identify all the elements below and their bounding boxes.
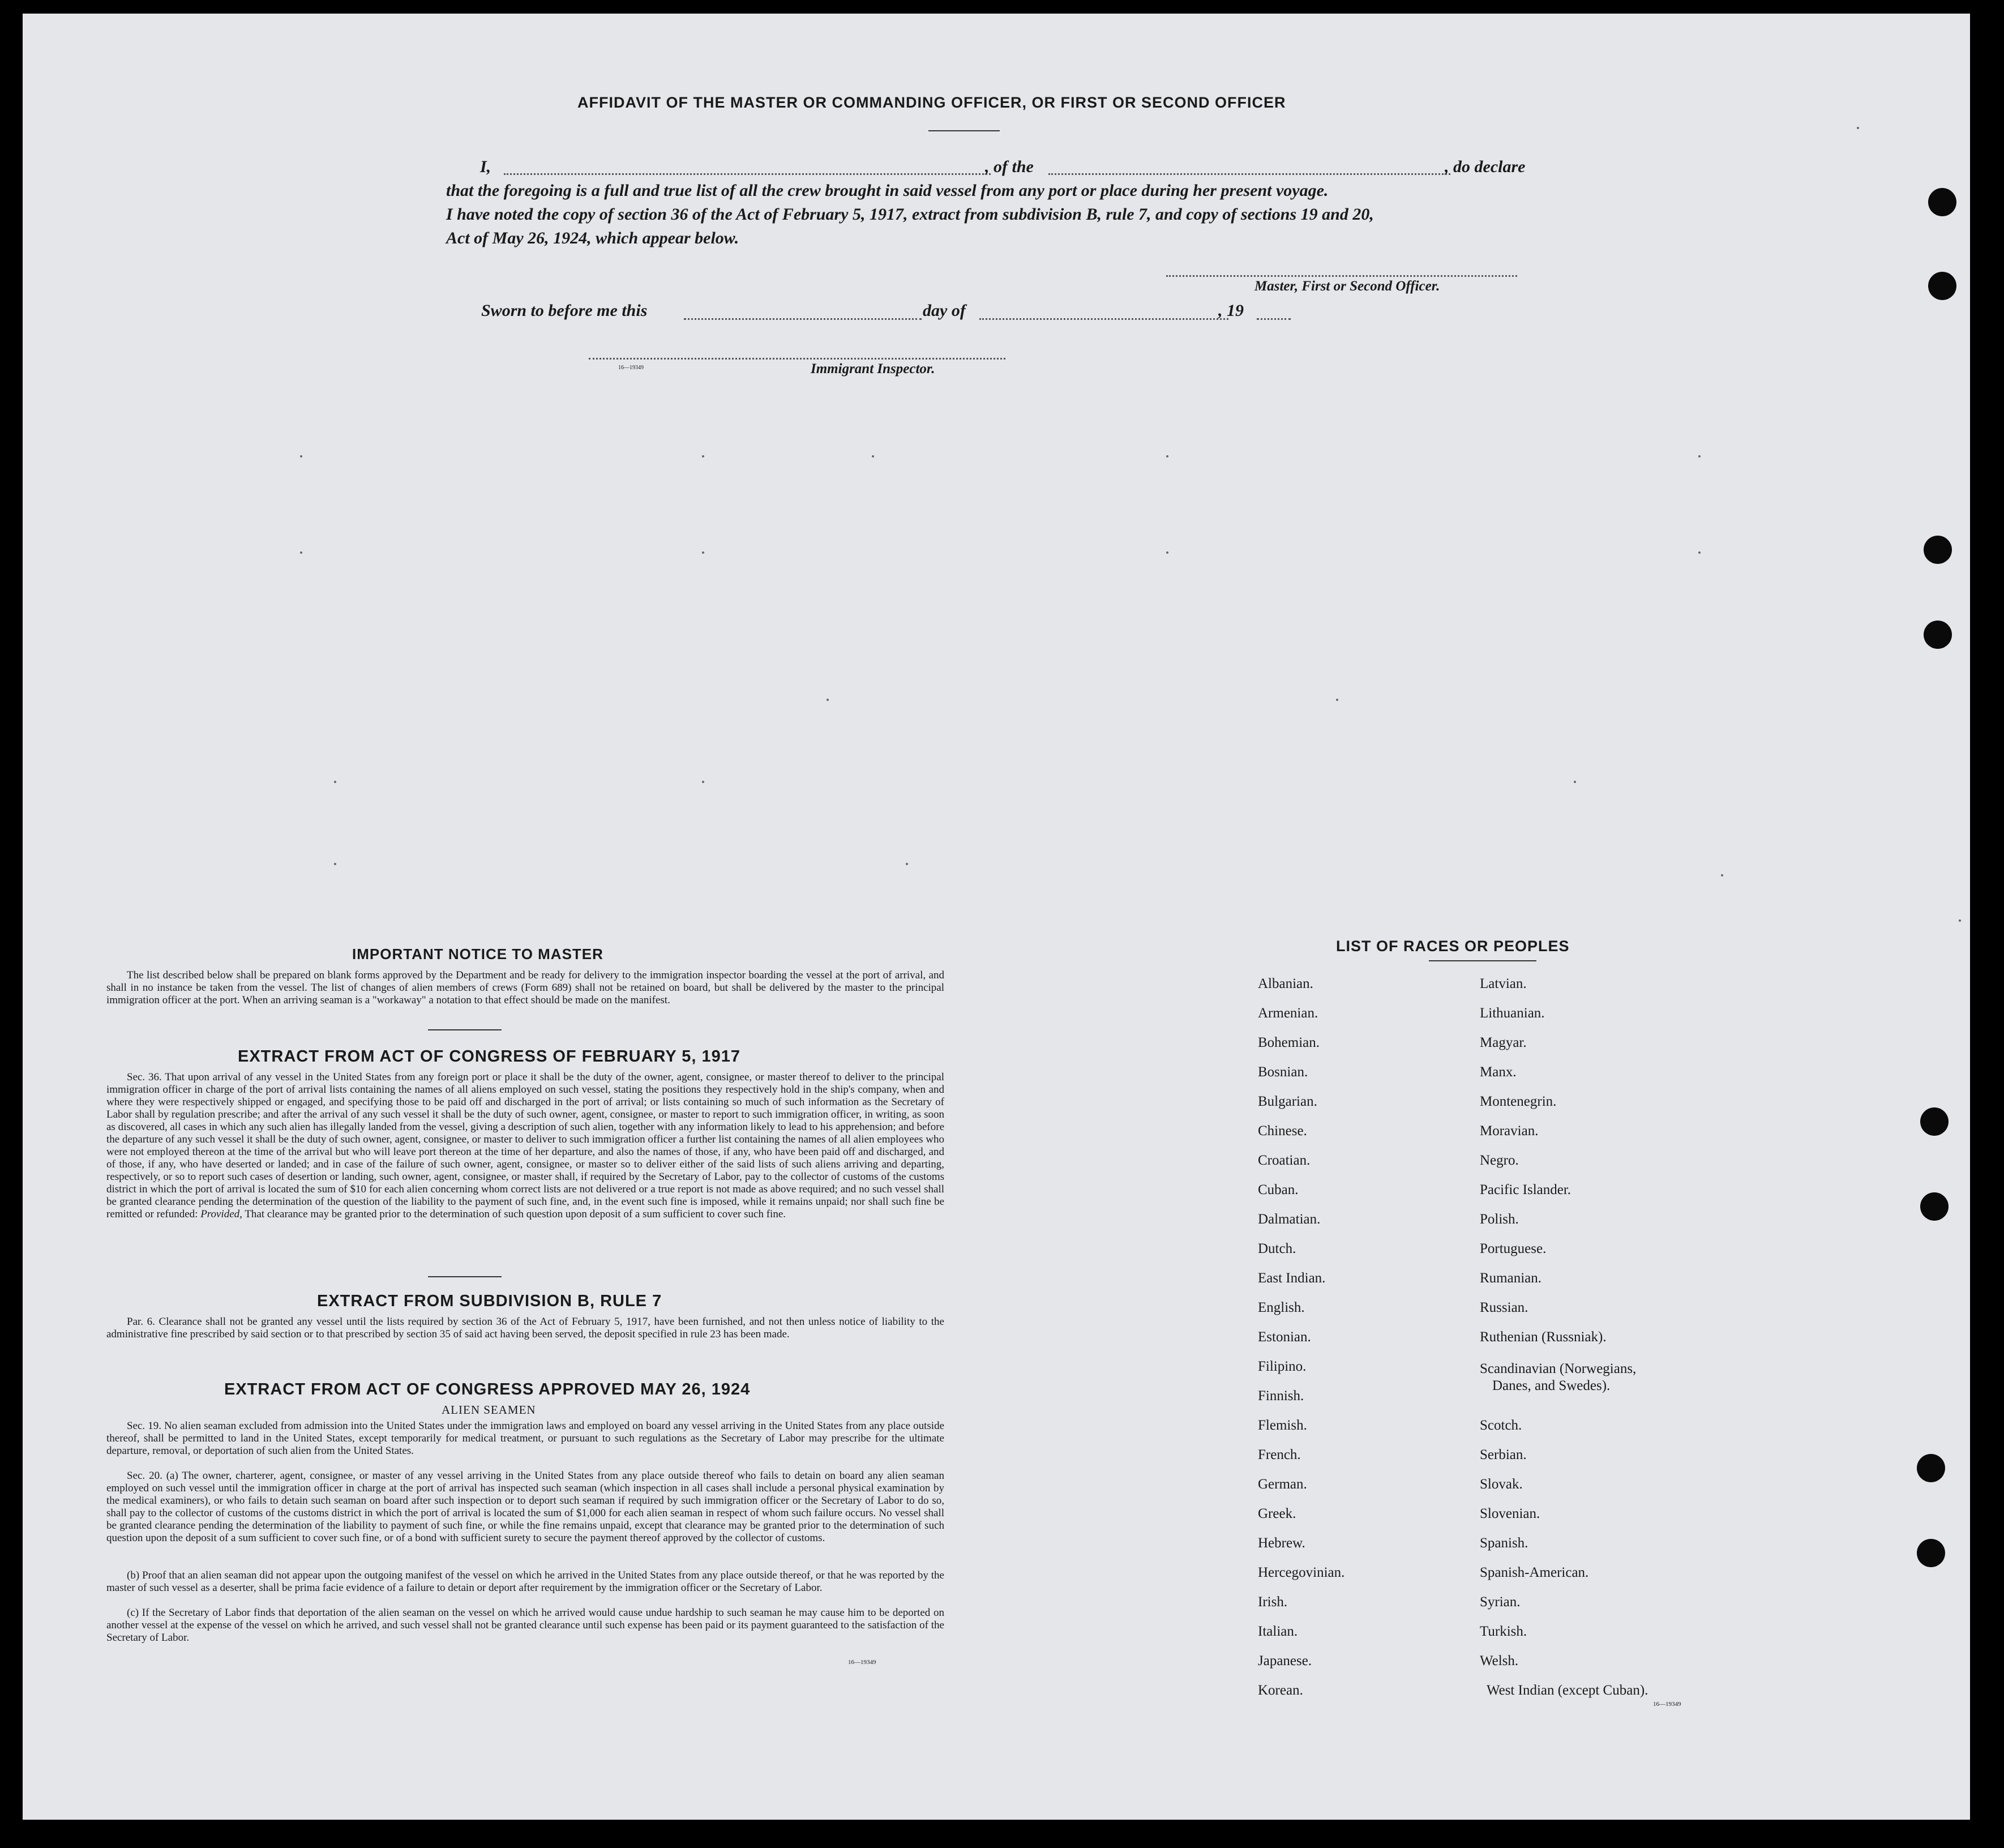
year-blank	[1257, 318, 1291, 320]
affidavit-of-the-label: , of the	[985, 157, 1034, 176]
race-item: Italian.	[1258, 1624, 1298, 1639]
year-label: , 19	[1218, 301, 1244, 320]
race-item: East Indian.	[1258, 1270, 1326, 1286]
race-item: Greek.	[1258, 1506, 1296, 1521]
race-item: Latvian.	[1480, 976, 1527, 991]
master-signature-line	[1166, 275, 1517, 277]
dust-speck	[1959, 919, 1961, 922]
race-item: Serbian.	[1480, 1447, 1527, 1462]
race-item: Portuguese.	[1480, 1241, 1547, 1256]
race-item: Turkish.	[1480, 1624, 1527, 1639]
dust-speck	[300, 551, 302, 554]
race-item: German.	[1258, 1477, 1307, 1492]
dust-speck	[334, 781, 336, 783]
race-item: Bohemian.	[1258, 1035, 1320, 1050]
race-item: Flemish.	[1258, 1418, 1307, 1433]
affidavit-title: AFFIDAVIT OF THE MASTER OR COMMANDING OFFICER, OR FIRST OR SECOND OFFICER	[577, 94, 1286, 111]
dust-speck	[702, 551, 704, 554]
vessel-blank	[1048, 173, 1450, 175]
dust-speck	[906, 863, 908, 865]
notice-body: The list described below shall be prepared on blank forms approved by the Department and be ready for delivery to the immigration inspector boarding the vessel at the port of arrival, and shall in no instance be taken from the vessel. The list of changes of alien members of crews (Form 689) shall not be retained on board, but shall be delivered by the master to the principal immigration officer at the port. When an arriving seaman is a "workaway" a notation to that effect should be made on the manifest.	[106, 969, 944, 1006]
race-item: Slovenian.	[1480, 1506, 1540, 1521]
race-item: Cuban.	[1258, 1182, 1299, 1197]
race-item: Negro.	[1480, 1153, 1519, 1168]
dust-speck	[702, 781, 704, 783]
extract3-sec20c: (c) If the Secretary of Labor finds that deportation of the alien seaman on the vessel on which he arrived would cause undue hardship to such seaman he may cause him to be deported on another vessel at the expense of the vessel on which he arrived, and such vessel shall not be granted clearance until such expense has been paid or its payment guaranteed to the satisfaction of the Secretary of Labor.	[106, 1607, 944, 1644]
race-item: Magyar.	[1480, 1035, 1527, 1050]
extract3-sec20b: (b) Proof that an alien seaman did not appear upon the outgoing manifest of the vessel on which he arrived in the United States from any place outside thereof, or that he was reported by the master of such vessel as a deserter, shall be prima facie evidence of a failure to detain or deport after requirement by the immigration officer or the Secretary of Labor.	[106, 1569, 944, 1594]
race-item: Ruthenian (Russniak).	[1480, 1329, 1607, 1345]
race-item: Manx.	[1480, 1064, 1517, 1080]
master-signature-label: Master, First or Second Officer.	[1254, 279, 1440, 294]
race-item: Korean.	[1258, 1683, 1303, 1698]
punch-hole	[1928, 272, 1956, 300]
race-item: Slovak.	[1480, 1477, 1523, 1492]
extract3-sec19: Sec. 19. No alien seaman excluded from admission into the United States under the immigration laws and employed on board any vessel arriving in the United States from any place outside thereof, shall be permitted to land in the United States, except temporarily for medical treatment, or pursuant to such regulations as the Secretary of Labor may prescribe for the ultimate departure, removal, or deportation of such alien from the United States.	[106, 1420, 944, 1457]
dust-speck	[1166, 551, 1168, 554]
race-item: Russian.	[1480, 1300, 1528, 1315]
race-item: Montenegrin.	[1480, 1094, 1557, 1109]
race-item: Syrian.	[1480, 1594, 1521, 1610]
dust-speck	[1336, 699, 1338, 701]
notice-divider	[428, 1029, 502, 1030]
affidavit-line-2: that the foregoing is a full and true list of all the crew brought in said vessel from any port or place during her present voyage.	[446, 181, 1329, 200]
affidavit-line-3: I have noted the copy of section 36 of the Act of February 5, 1917, extract from subdivision B, rule 7, and copy of sections 19 and 20,	[446, 205, 1374, 224]
races-title: LIST OF RACES OR PEOPLES	[1336, 938, 1570, 955]
races-form-number: 16—19349	[1653, 1701, 1681, 1708]
extract1-divider	[428, 1276, 502, 1277]
races-title-rule	[1429, 960, 1536, 961]
dust-speck	[1721, 874, 1723, 876]
dust-speck	[1698, 551, 1701, 554]
extract1-body-block	[106, 1071, 944, 1221]
inspector-signature-line	[589, 358, 1005, 360]
race-item: Croatian.	[1258, 1153, 1311, 1168]
race-item: Lithuanian.	[1480, 1006, 1545, 1021]
dust-speck	[334, 863, 336, 865]
race-item: Bulgarian.	[1258, 1094, 1317, 1109]
sworn-label: Sworn to before me this	[481, 301, 648, 320]
race-item: Spanish-American.	[1480, 1565, 1589, 1580]
affidavit-do-declare-label: , do declare	[1445, 157, 1526, 176]
race-item: Hercegovinian.	[1258, 1565, 1345, 1580]
race-item: Finnish.	[1258, 1388, 1304, 1404]
race-item: Albanian.	[1258, 976, 1313, 991]
race-item: Welsh.	[1480, 1653, 1519, 1669]
race-item: Irish.	[1258, 1594, 1288, 1610]
race-item: Japanese.	[1258, 1653, 1312, 1669]
affidavit-line-4: Act of May 26, 1924, which appear below.	[446, 229, 739, 247]
affidavit-i-label: I,	[480, 157, 491, 176]
extract1-provided: Provided,	[200, 1208, 242, 1220]
punch-hole	[1920, 1192, 1949, 1221]
name-blank	[504, 173, 991, 175]
extract1-title: EXTRACT FROM ACT OF CONGRESS OF FEBRUARY 5, 1917	[238, 1047, 741, 1066]
notice-title: IMPORTANT NOTICE TO MASTER	[352, 946, 603, 962]
race-item: Bosnian.	[1258, 1064, 1308, 1080]
race-item: Estonian.	[1258, 1329, 1311, 1345]
day-of-label: day of	[923, 301, 966, 320]
dust-speck	[1166, 455, 1168, 457]
dust-speck	[872, 455, 874, 457]
race-item: French.	[1258, 1447, 1301, 1462]
race-item: Rumanian.	[1480, 1270, 1542, 1286]
dust-speck	[1857, 127, 1859, 129]
extract3-sec20a: Sec. 20. (a) The owner, charterer, agent, consignee, or master of any vessel arriving in the United States from any place outside thereof who fails to detain on board any alien seaman employed on such vessel until the immigration officer in charge at the port of arrival has inspected such seaman (which inspection in all cases shall include a personal physical examination by the medical examiners), or who fails to detain such seaman on board after such inspection or to deport such seaman if required by such immigration officer or the Secretary of Labor to do so, shall pay to the collector of customs of the customs district in which the port of arrival is located the sum of $1,000 for each alien seaman in respect of whom such failure occurs. No vessel shall be granted clearance pending the determination of the liability to payment of such fine, or while the fine remains unpaid, except that clearance may be granted prior to the determination of such question upon the deposit of a sum sufficient to cover such fine, or of a bond with sufficient surety to secure the payment thereof approved by the collector of customs.	[106, 1470, 944, 1544]
race-item: Dalmatian.	[1258, 1212, 1321, 1227]
sworn-day-blank	[684, 318, 922, 320]
sworn-month-blank	[979, 318, 1228, 320]
race-item: Dutch.	[1258, 1241, 1296, 1256]
race-item: English.	[1258, 1300, 1305, 1315]
race-item: Chinese.	[1258, 1123, 1307, 1139]
race-item: Moravian.	[1480, 1123, 1539, 1139]
inspector-label: Immigrant Inspector.	[811, 361, 935, 377]
race-item: Filipino.	[1258, 1359, 1307, 1374]
race-item: Polish.	[1480, 1212, 1519, 1227]
race-item: Armenian.	[1258, 1006, 1318, 1021]
punch-hole	[1917, 1539, 1945, 1567]
race-item: Hebrew.	[1258, 1535, 1305, 1551]
extract2-body: Par. 6. Clearance shall not be granted any vessel until the lists required by section 36 of the Act of February 5, 1917, have been furnished, and not then unless notice of liability to the administrative fine prescribed by said section or to that prescribed by section 35 of said act having been served, the deposit specified in rule 23 has been made.	[106, 1316, 944, 1340]
dust-speck	[827, 699, 829, 701]
extract2-title: EXTRACT FROM SUBDIVISION B, RULE 7	[317, 1292, 662, 1310]
punch-hole	[1928, 188, 1956, 216]
punch-hole	[1920, 1107, 1949, 1136]
affidavit-title-rule	[928, 130, 1000, 131]
document-page	[23, 14, 1970, 1820]
dust-speck	[1698, 455, 1701, 457]
race-item: Scandinavian (Norwegians,	[1480, 1361, 1637, 1376]
race-item: Danes, and Swedes).	[1492, 1378, 1611, 1393]
extract3-title: EXTRACT FROM ACT OF CONGRESS APPROVED MAY 26, 1924	[224, 1380, 751, 1398]
race-item: Pacific Islander.	[1480, 1182, 1571, 1197]
punch-hole	[1924, 536, 1952, 564]
punch-hole	[1924, 621, 1952, 649]
dust-speck	[1574, 781, 1576, 783]
dust-speck	[702, 455, 704, 457]
punch-hole	[1917, 1454, 1945, 1482]
affidavit-form-number: 16—19349	[618, 365, 644, 371]
race-item: Spanish.	[1480, 1535, 1528, 1551]
dust-speck	[300, 455, 302, 457]
extract3-subtitle: ALIEN SEAMEN	[442, 1403, 536, 1417]
extract3-form-number: 16—19349	[848, 1659, 876, 1666]
race-item: Scotch.	[1480, 1418, 1522, 1433]
extract1-body-end: That clearance may be granted prior to the determination of such question upon deposit of a sum sufficient to cover such fine.	[245, 1208, 786, 1220]
race-item: West Indian (except Cuban).	[1487, 1683, 1648, 1698]
extract1-body: Sec. 36. That upon arrival of any vessel in the United States from any foreign port or place it shall be the duty of the owner, agent, consignee, or master thereof to deliver to the principal immigration officer in charge of the port of arrival lists containing the names of all aliens employed on such vessel, stating the positions they respectively hold in the ship's company, when and where they were respectively shipped or engaged, and specifying those to be paid off and discharged in the port of arrival; or lists containing so much of such information as the Secretary of Labor shall by regulation prescribe; and after the arrival of any such vessel it shall be the duty of such owner, agent, consignee, or master to report to such immigration officer, in writing, as soon as discovered, all cases in which any such alien has illegally landed from the vessel, giving a description of such alien, together with any information likely to lead to his apprehension; and before the departure of any such vessel it shall be the duty of such owner, agent, consignee, or master to deliver to such immigration officer a further list containing the names of all alien employees who were not employed thereon at the time of the arrival but who will leave port thereon at the time of her departure, and also the names of those, if any, who have been paid off and discharged, and of those, if any, who have deserted or landed; and in case of the failure of such owner, agent, consignee, or master so to deliver either of the said lists of such aliens arriving and departing, respectively, or so to report such cases of desertion or landing, such owner, agent, consignee, or master shall, if required by the Secretary of Labor, pay to the collector of customs of the customs district in which the port of arrival is located the sum of $10 for each alien concerning whom correct lists are not delivered or a true report is not made as above required; and no such vessel shall be granted clearance pending the determination of the question of the liability to the payment of such fine, and, in the event such fine is imposed, while it remains unpaid; nor shall such fine be remitted or refunded:	[106, 1071, 944, 1220]
